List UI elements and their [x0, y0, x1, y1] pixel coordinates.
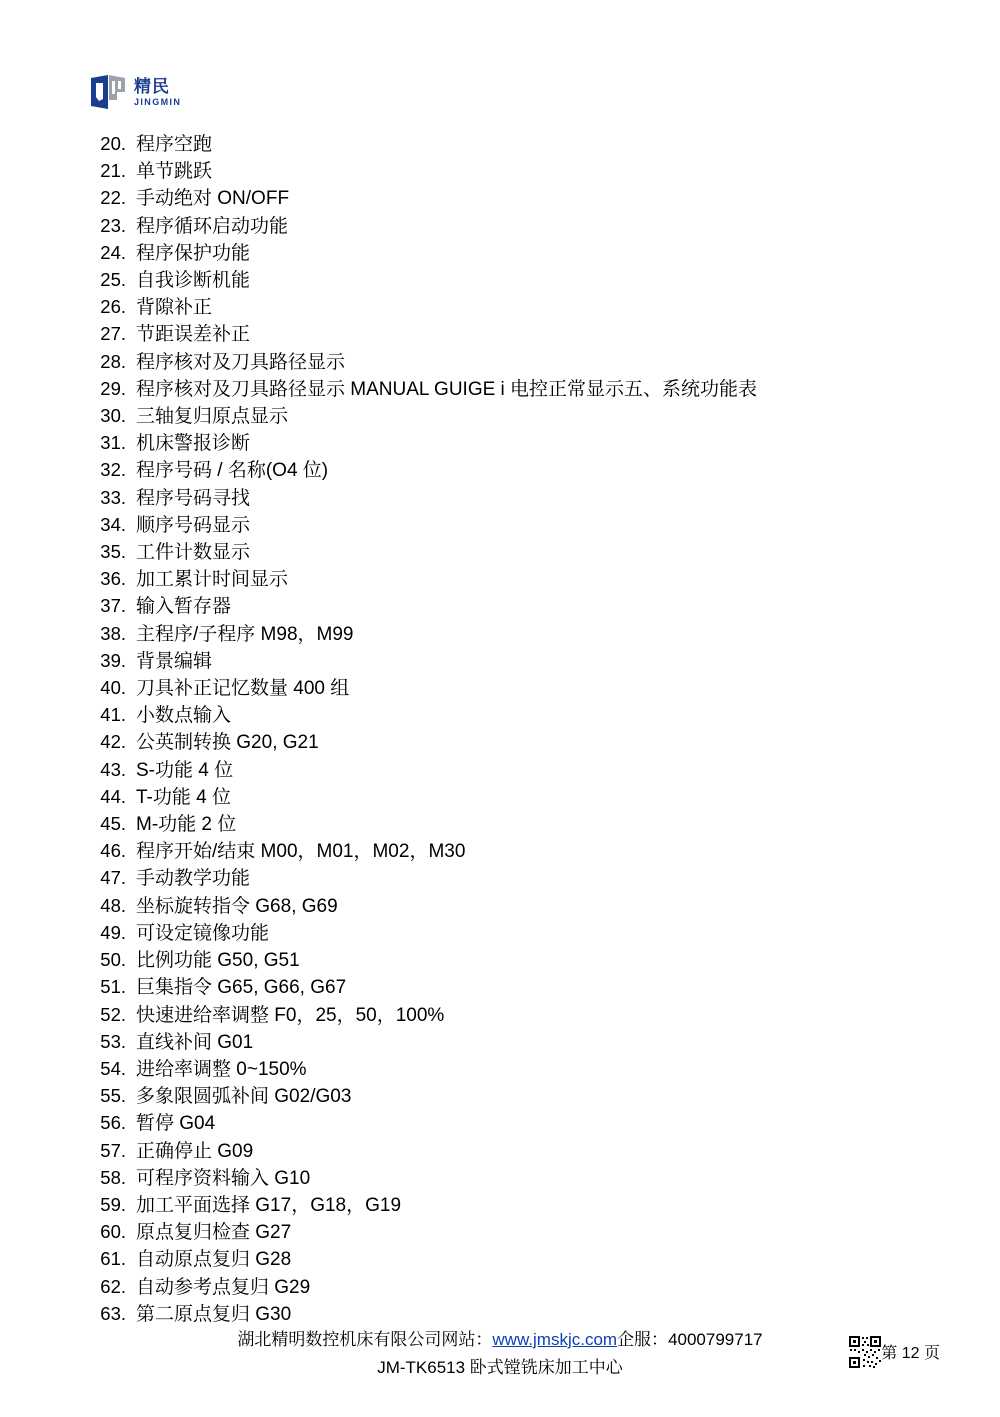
list-item-text: 加工累计时间显示 [136, 569, 289, 591]
list-item-text: 输入暂存器 [136, 596, 232, 618]
list-item [88, 349, 928, 376]
list-item-text: 单节跳跃 [136, 161, 213, 183]
list-item [88, 947, 928, 974]
footer-company-text: 湖北精明数控机床有限公司网站： [237, 1330, 493, 1349]
list-item-text: 小数点输入 [136, 705, 232, 727]
list-item [88, 920, 928, 947]
list-item-text: 主程序/子程序 M98，M99 [136, 623, 354, 645]
list-item-text: 手动绝对 ON/OFF [136, 188, 290, 210]
list-item-number: 51. [100, 976, 126, 998]
list-item-number: 40. [100, 677, 126, 699]
list-item-number: 49. [100, 921, 126, 943]
list-item [88, 648, 928, 675]
list-item-number: 48. [100, 894, 126, 916]
list-item [88, 294, 928, 321]
list-item [88, 512, 928, 539]
list-item-text: 可程序资料输入 G10 [136, 1167, 311, 1189]
list-item-number: 54. [100, 1057, 126, 1079]
list-item [88, 1083, 928, 1110]
list-item [88, 675, 928, 702]
list-item [88, 1029, 928, 1056]
list-item [88, 865, 928, 892]
list-item-text: 原点复归检查 G27 [136, 1222, 292, 1244]
list-item [88, 457, 928, 484]
list-item-number: 60. [100, 1221, 126, 1243]
list-item-text: 机床警报诊断 [136, 433, 251, 455]
list-item [88, 1274, 928, 1301]
list-item-text: 自动原点复归 G28 [136, 1249, 292, 1271]
list-item-text: 加工平面选择 G17，G18，G19 [136, 1194, 402, 1216]
list-item-number: 45. [100, 813, 126, 835]
list-item-number: 37. [100, 595, 126, 617]
list-item [88, 757, 928, 784]
list-item-number: 22. [100, 187, 126, 209]
list-item-number: 35. [100, 541, 126, 563]
list-item-number: 39. [100, 649, 126, 671]
list-item [88, 1192, 928, 1219]
list-item-number: 38. [100, 622, 126, 644]
feature-list [88, 131, 928, 1328]
list-item-text: 可设定镜像功能 [136, 922, 270, 944]
list-item-number: 21. [100, 160, 126, 182]
list-item-text: 刀具补正记忆数量 400 组 [136, 678, 350, 700]
list-item [88, 1002, 928, 1029]
list-item-text: 程序保护功能 [136, 242, 251, 264]
list-item-text: 程序空跑 [136, 134, 213, 155]
list-item-text: 背景编辑 [136, 650, 213, 672]
list-item-number: 53. [100, 1030, 126, 1052]
list-item-number: 61. [100, 1248, 126, 1270]
list-item [88, 403, 928, 430]
list-item-number: 62. [100, 1275, 126, 1297]
page-number: 第 12 页 [881, 1345, 940, 1362]
list-item-text: 程序核对及刀具路径显示 MANUAL GUIGE i 电控正常显示五、系统功能表 [136, 378, 758, 400]
list-item [88, 321, 928, 348]
list-item-text: M-功能 2 位 [136, 814, 237, 836]
jm-logo-icon [88, 72, 128, 112]
list-item-number: 55. [100, 1085, 126, 1107]
list-item [88, 1138, 928, 1165]
list-item-text: 巨集指令 G65, G66, G67 [136, 977, 347, 999]
list-item-text: 程序循环启动功能 [136, 215, 289, 237]
list-item-number: 27. [100, 323, 126, 345]
list-item-text: 正确停止 G09 [136, 1140, 254, 1162]
list-item-number: 31. [100, 432, 126, 454]
list-item-text: 坐标旋转指令 G68, G69 [136, 895, 338, 917]
list-item-text: 顺序号码显示 [136, 514, 251, 536]
list-item-number: 41. [100, 704, 126, 726]
list-item-text: 直线补间 G01 [136, 1031, 254, 1053]
list-item [88, 213, 928, 240]
list-item [88, 702, 928, 729]
list-item [88, 593, 928, 620]
list-item-number: 24. [100, 241, 126, 263]
footer-product-line: JM-TK6513 卧式镗铣床加工中心 [377, 1358, 623, 1377]
list-item-number: 30. [100, 405, 126, 427]
list-item [88, 729, 928, 756]
list-item [88, 893, 928, 920]
list-item-text: 第二原点复归 G30 [136, 1303, 292, 1325]
list-item-number: 46. [100, 840, 126, 862]
list-item [88, 267, 928, 294]
company-logo [88, 72, 181, 112]
list-item-text: 自我诊断机能 [136, 270, 251, 292]
list-item [88, 621, 928, 648]
list-item [88, 566, 928, 593]
list-item-text: 程序号码寻找 [136, 487, 251, 509]
footer-service-label: 企服： [617, 1330, 669, 1349]
list-item-number: 57. [100, 1139, 126, 1161]
logo-chinese-name: 精民 [134, 76, 170, 96]
list-item [88, 131, 928, 158]
list-item-number: 50. [100, 949, 126, 971]
list-item-text: T-功能 4 位 [136, 786, 232, 808]
list-item-text: S-功能 4 位 [136, 759, 234, 781]
list-item-text: 比例功能 G50, G51 [136, 950, 300, 972]
list-item-number: 36. [100, 568, 126, 590]
list-item-number: 56. [100, 1112, 126, 1134]
list-item-text: 暂停 G04 [136, 1113, 216, 1135]
list-item-text: 程序核对及刀具路径显示 [136, 351, 346, 373]
list-item [88, 539, 928, 566]
list-item-number: 28. [100, 350, 126, 372]
list-item [88, 1110, 928, 1137]
list-item [88, 1219, 928, 1246]
list-item [88, 185, 928, 212]
list-item-text: 程序号码 / 名称(O4 位) [136, 460, 329, 482]
list-item [88, 1301, 928, 1328]
list-item-text: 背隙补正 [136, 297, 213, 319]
list-item-text: 多象限圆弧补间 G02/G03 [136, 1086, 352, 1108]
list-item-number: 44. [100, 785, 126, 807]
list-item [88, 838, 928, 865]
list-item [88, 1056, 928, 1083]
list-item-number: 23. [100, 214, 126, 236]
list-item-text: 公英制转换 G20, G21 [136, 732, 319, 754]
footer-service-phone: 4000799717 [668, 1330, 763, 1349]
list-item-text: 快速进给率调整 F0，25，50，100% [136, 1004, 445, 1026]
list-item-number: 59. [100, 1193, 126, 1215]
list-item-number: 58. [100, 1166, 126, 1188]
list-item-text: 三轴复归原点显示 [136, 406, 289, 428]
list-item [88, 784, 928, 811]
list-item-number: 26. [100, 296, 126, 318]
list-item-number: 47. [100, 867, 126, 889]
list-item-number: 43. [100, 758, 126, 780]
logo-english-name: JINGMIN [134, 96, 182, 107]
list-item [88, 974, 928, 1001]
list-item [88, 485, 928, 512]
qr-code-icon [848, 1335, 882, 1369]
list-item-number: 52. [100, 1003, 126, 1025]
list-item-number: 63. [100, 1302, 126, 1324]
list-item [88, 811, 928, 838]
list-item [88, 158, 928, 185]
list-item-text: 自动参考点复归 G29 [136, 1276, 311, 1298]
list-item-text: 程序开始/结束 M00，M01，M02，M30 [136, 841, 466, 863]
list-item-number: 33. [100, 486, 126, 508]
logo-wordmark [134, 78, 181, 107]
list-item-number: 42. [100, 731, 126, 753]
list-item-text: 工件计数显示 [136, 542, 251, 564]
list-item [88, 1246, 928, 1273]
list-item-text: 节距误差补正 [136, 324, 251, 346]
list-item [88, 1165, 928, 1192]
footer-website-link[interactable]: www.jmskjc.com [492, 1330, 618, 1349]
list-item-text: 手动教学功能 [136, 868, 251, 890]
list-item-number: 20. [100, 133, 126, 154]
list-item-number: 25. [100, 269, 126, 291]
list-item-number: 34. [100, 513, 126, 535]
list-item-text: 进给率调整 0~150% [136, 1058, 307, 1080]
list-item [88, 240, 928, 267]
list-item-number: 29. [100, 377, 126, 399]
list-item [88, 376, 928, 403]
list-item [88, 430, 928, 457]
list-item-number: 32. [100, 459, 126, 481]
